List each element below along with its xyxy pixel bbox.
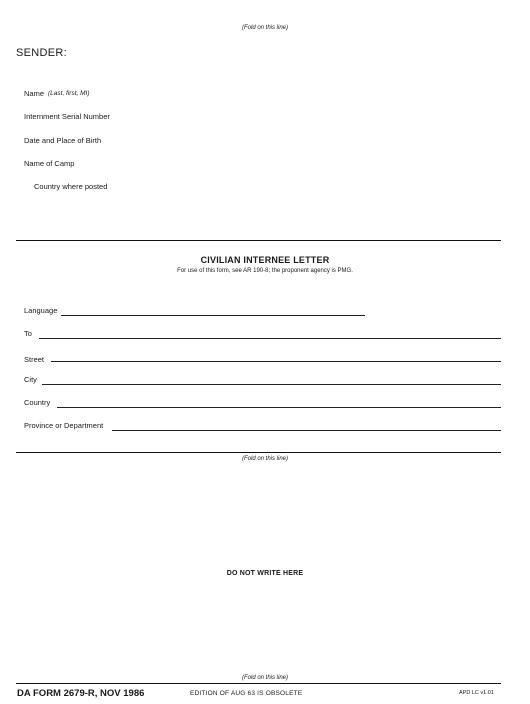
section-divider-bottom	[16, 683, 501, 684]
internment-serial-label: Internment Serial Number	[24, 112, 110, 121]
city-field-line[interactable]	[42, 384, 501, 385]
form-subtitle: For use of this form, see AR 190-8; the proponent agency is PMG.	[177, 268, 353, 274]
province-field-line[interactable]	[112, 430, 501, 431]
street-field-line[interactable]	[51, 361, 501, 362]
country-posted-label: Country where posted	[34, 182, 108, 191]
fold-line-label-middle: (Fold on this line)	[241, 456, 289, 462]
street-label: Street	[24, 355, 45, 364]
country-label: Country	[24, 398, 51, 407]
do-not-write-notice: DO NOT WRITE HERE	[226, 570, 304, 577]
section-divider-middle	[16, 452, 501, 453]
sender-name-hint: (Last, first, MI)	[48, 90, 90, 97]
form-title: CIVILIAN INTERNEE LETTER	[200, 255, 330, 265]
form-number: DA FORM 2679-R, NOV 1986	[17, 688, 145, 699]
fold-line-label-bottom: (Fold on this line)	[241, 675, 289, 681]
section-divider-top	[16, 240, 501, 241]
sender-name-label: Name	[24, 89, 45, 98]
birth-date-place-label: Date and Place of Birth	[24, 136, 102, 145]
sender-heading: SENDER:	[16, 47, 67, 59]
camp-name-label: Name of Camp	[24, 159, 75, 168]
edition-notice: EDITION OF AUG 63 IS OBSOLETE	[190, 690, 303, 697]
fold-line-label-top: (Fold on this line)	[241, 25, 289, 31]
version-label: APD LC v1.01	[459, 690, 494, 696]
country-field-line[interactable]	[57, 407, 501, 408]
province-label: Province or Department	[24, 421, 104, 430]
city-label: City	[24, 375, 37, 384]
language-label: Language	[24, 306, 58, 315]
language-field-line[interactable]	[61, 315, 365, 316]
to-field-line[interactable]	[39, 338, 501, 339]
to-label: To	[24, 329, 32, 338]
